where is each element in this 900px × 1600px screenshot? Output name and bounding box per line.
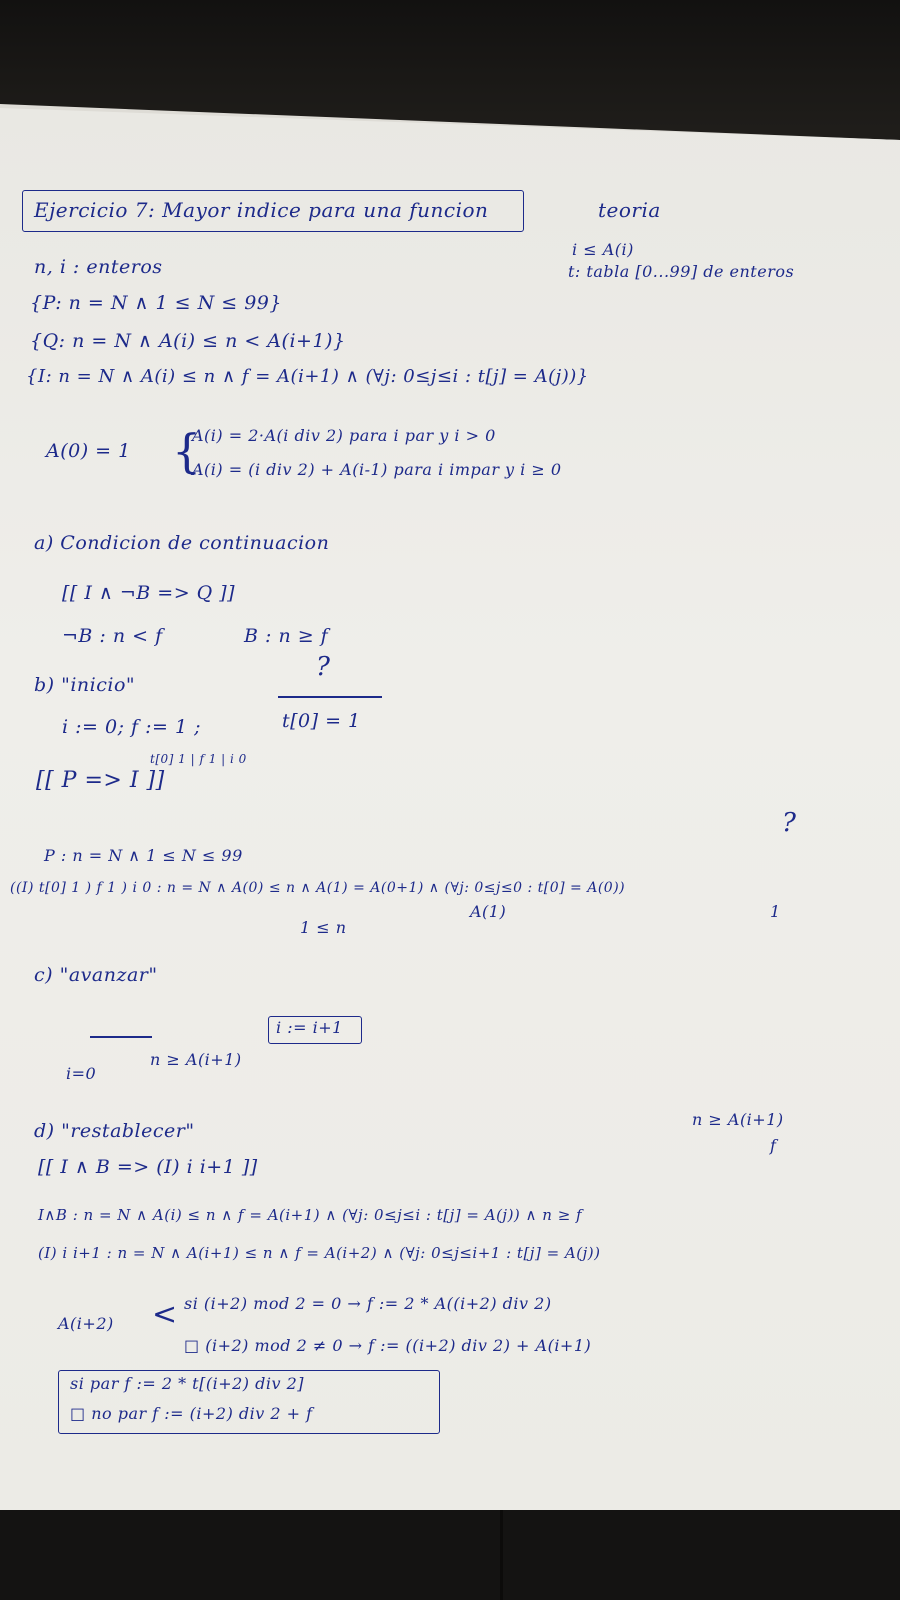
section-c-title: c) "avanzar" (34, 964, 158, 986)
underline-note-3: 1 (770, 902, 781, 921)
timeline (90, 1036, 152, 1038)
code-line-1: si par f := 2 * t[(i+2) div 2] (70, 1374, 305, 1393)
section-a-formula: [[ I ∧ ¬B => Q ]] (62, 582, 236, 604)
table-surface (0, 1510, 900, 1600)
variables: n, i : enteros (34, 256, 163, 278)
exercise-title: Ejercicio 7: Mayor indice para una funcion (34, 198, 489, 222)
side-note-1: i ≤ A(i) (572, 240, 634, 259)
underline-note-1: 1 ≤ n (300, 918, 347, 937)
code-line-2: □ no par f := (i+2) div 2 + f (70, 1404, 313, 1423)
not-b: ¬B : n < f (62, 625, 163, 647)
guard-b: B : n ≥ f (244, 625, 329, 647)
a-zero: A(0) = 1 (46, 440, 131, 462)
d-right-note-2: f (770, 1136, 777, 1155)
i-and-b: I∧B : n = N ∧ A(i) ≤ n ∧ f = A(i+1) ∧ (∀j: 0≤j≤i : t[j] = A(j)) ∧ n ≥ f (38, 1206, 583, 1224)
restore-triple: [[ I ∧ B => (I) i i+1 ]] (38, 1156, 258, 1178)
a-odd: A(i) = (i div 2) + A(i-1) para i impar y i ≥ 0 (192, 460, 562, 479)
underline-note-2: A(1) (470, 902, 507, 921)
invariant: {I: n = N ∧ A(i) ≤ n ∧ f = A(i+1) ∧ (∀j: 0≤j≤i : t[j] = A(j))} (26, 366, 589, 387)
init-triple: [[ P => I ]] (36, 768, 165, 793)
precondition: {P: n = N ∧ 1 ≤ N ≤ 99} (30, 292, 282, 314)
i-substituted: (I) i i+1 : n = N ∧ A(i+1) ≤ n ∧ f = A(i+2) ∧ (∀j: 0≤j≤i+1 : t[j] = A(j)) (38, 1244, 601, 1262)
case-odd: □ (i+2) mod 2 ≠ 0 → f := ((i+2) div 2) + A(i+1) (184, 1336, 592, 1355)
section-b-title: b) "inicio" (34, 674, 136, 696)
t0-overline (278, 696, 382, 698)
init-substitution: ((I) t[0] 1 ) f 1 ) i 0 : n = N ∧ A(0) ≤ n ∧ A(1) = A(0+1) ∧ (∀j: 0≤j≤0 : t[0] = A(0)) (10, 880, 626, 896)
question-mark-2: ? (782, 808, 797, 838)
table-seam (500, 1510, 503, 1600)
timeline-end: n ≥ A(i+1) (150, 1050, 242, 1069)
brace: { (172, 424, 202, 478)
init-triple-subs: t[0] 1 | f 1 | i 0 (150, 752, 247, 766)
t0-value: t[0] = 1 (282, 710, 361, 732)
section-a-title: a) Condicion de continuacion (34, 532, 330, 554)
question-mark-1: ? (316, 652, 331, 682)
case-even: si (i+2) mod 2 = 0 → f := 2 * A((i+2) div 2) (184, 1294, 552, 1313)
postcondition: {Q: n = N ∧ A(i) ≤ n < A(i+1)} (30, 330, 346, 352)
precondition-restated: P : n = N ∧ 1 ≤ N ≤ 99 (44, 846, 243, 865)
init-assign: i := 0; f := 1 ; (62, 716, 201, 738)
case-head: A(i+2) (58, 1314, 114, 1333)
d-right-note-1: n ≥ A(i+1) (692, 1110, 784, 1129)
section-d-title: d) "restablecer" (34, 1120, 195, 1142)
timeline-start: i=0 (66, 1064, 97, 1083)
side-note-2: t: tabla [0...99] de enteros (568, 262, 795, 281)
case-arrow: < (152, 1297, 178, 1332)
side-label: teoria (598, 198, 661, 222)
a-even: A(i) = 2·A(i div 2) para i par y i > 0 (192, 426, 496, 445)
advance-assign: i := i+1 (276, 1018, 343, 1037)
